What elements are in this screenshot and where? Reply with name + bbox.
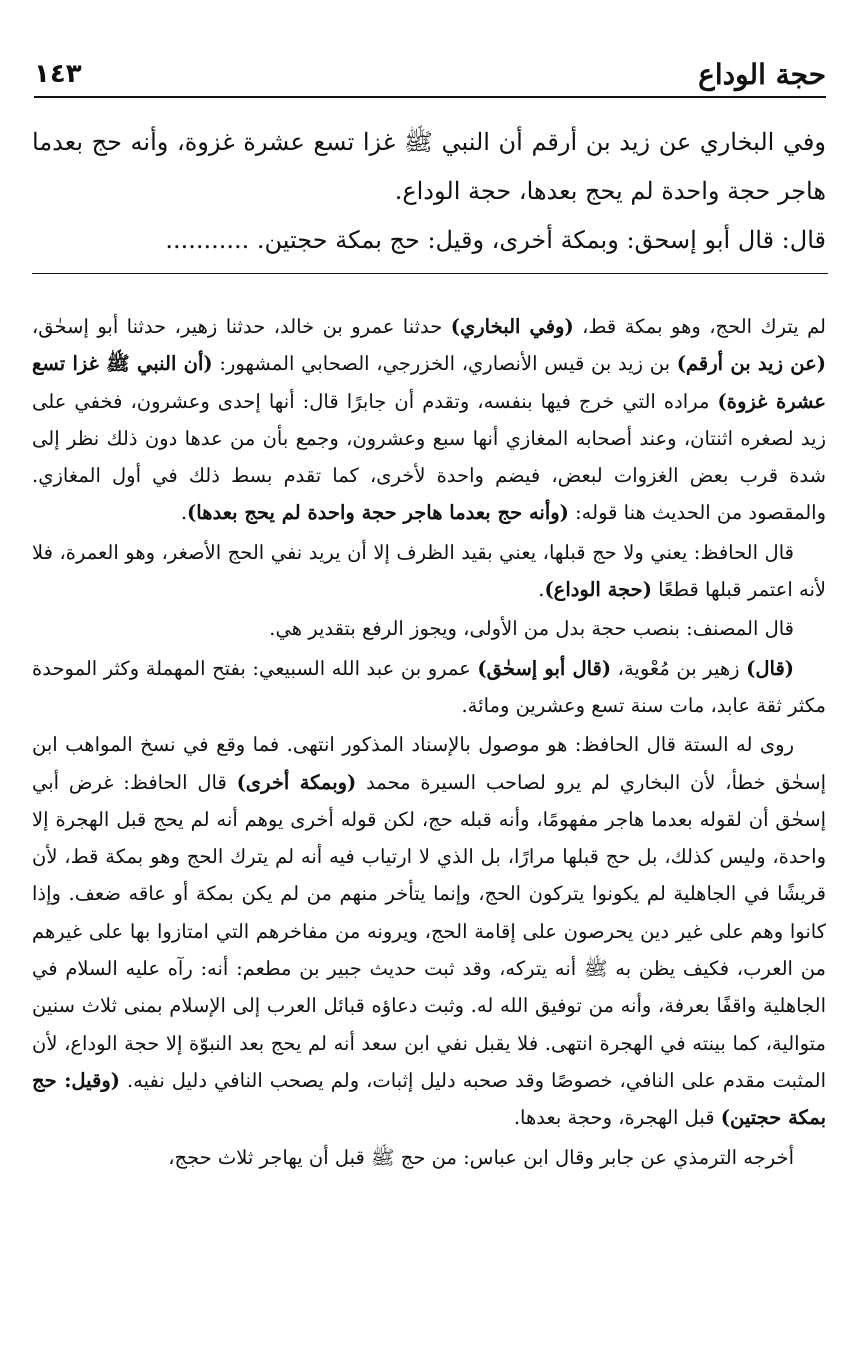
commentary-paragraph-3 bbox=[32, 610, 826, 647]
text-segment: مراده التي خرج فيها بنفسه، وتقدم أن جابرًا قال: أنها إحدى وعشرون، فخفي على زيد لصغره اثنتان، وعند أصحابه المغازي أنها سبع وعشرون، وجمع بأن من عدها دون ذلك نظر إلى شدة قرب بعض الغزوات لبعض، فيضم واحدة لأخرى، كما تقدم بسط ذلك في أول المغازي. والمقصود من الحديث هنا قوله: bbox=[32, 389, 826, 525]
running-title: حجة الوداع bbox=[698, 57, 826, 91]
bold-quote-segment: (وبمكة أخرى) bbox=[236, 770, 357, 794]
bold-quote-segment: (وأنه حج بعدما هاجر حجة واحدة لم يحج بعدها) bbox=[187, 501, 569, 525]
bold-quote-segment: (وقيل: حج بمكة حجتين) bbox=[32, 1068, 826, 1130]
main-text-line-2: قال: قال أبو إسحق: وبمكة أخرى، وقيل: حج بمكة حجتين. ........... bbox=[165, 226, 826, 254]
bold-quote-segment: (أن النبي ﷺ غزا تسع عشرة غزوة) bbox=[32, 352, 826, 413]
bold-quote-segment: (عن زيد بن أرقم) bbox=[676, 352, 826, 376]
text-segment: زهير بن مُعْوية، bbox=[611, 656, 747, 680]
page-number: ١٤٣ bbox=[34, 59, 82, 89]
text-segment: أخرجه الترمذي عن جابر وقال ابن عباس: من حج ﷺ قبل أن يهاجر ثلاث حجج، bbox=[168, 1145, 794, 1169]
bold-quote-segment: (وفي البخاري) bbox=[450, 315, 574, 338]
commentary-paragraph-6 bbox=[32, 1139, 826, 1176]
text-segment: قال الحافظ: يعني ولا حج قبلها، يعني بقيد الظرف إلا أن يريد نفي الحج الأصغر، وهو العمرة، فلا لأنه اعتمر قبلها قطعًا bbox=[32, 540, 826, 602]
main-text-line-1: وفي البخاري عن زيد بن أرقم أن النبي ﷺ غزا تسع عشرة غزوة، وأنه حج بعدما هاجر حجة واحدة لم يحج بعدها، حجة الوداع. bbox=[32, 128, 826, 205]
text-segment: قبل الهجرة، وحجة بعدها. bbox=[513, 1106, 721, 1130]
text-segment: عمرو بن عبد الله السبيعي: بفتح المهملة وكثر الموحدة مكثر ثقة عابد، مات سنة تسع وعشرين ومائة. bbox=[32, 656, 826, 717]
text-segment: روى له الستة قال الحافظ: هو موصول بالإسناد المذكور انتهى. فما وقع في نسخ المواهب ابن إسحٰق خطأ، لأن البخاري لم يرو لصاحب السيرة محمد bbox=[32, 733, 826, 794]
text-segment: بن زيد بن قيس الأنصاري، الخزرجي، الصحابي المشهور: bbox=[212, 352, 677, 376]
bold-quote-segment: (قال أبو إسحٰق) bbox=[477, 656, 612, 680]
text-segment: قال الحافظ: غرض أبي إسحٰق أن لقوله بعدما هاجر مفهومًا، وأنه قبله حج، لكن قوله أخرى يوهم أنه لم يحج قبل الهجرة إلا واحدة، وليس كذلك، بل حج قبلها مرارًا، بل الذي لا ارتياب فيه أنه لم يترك الحج وهو بمكة قط، لأن قريشًا في الجاهلية لم يكونوا يتركون الحج، وإنما يتأخر منهم من لم يكن بمكة أو عاقه ضعف. وإذا كانوا وهم على غير دين يحرصون على إقامة الحج، ويرونه من مفاخرهم التي امتازوا بها على غيرهم من العرب، فكيف يظن به ﷺ أنه يتركه، وقد ثبت حديث جبير بن مطعم: أنه: رآه عليه السلام في الجاهلية واقفًا بعرفة، وأنه من توفيق الله له. وثبت دعاؤه قبائل العرب إلى الإسلام بمنى ثلاث سنين متوالية، كما بينته في الهجرة انتهى. فلا يقبل نفي ابن سعد أنه لم يحج بعد النبوّة إلا حجة الوداع، لأن المثبت مقدم على النافي، خصوصًا وقد صحبه دليل إثبات، ولم يصحب النافي دليل نفيه. bbox=[32, 770, 826, 1092]
commentary-paragraph-4 bbox=[32, 650, 826, 725]
text-segment: . bbox=[538, 578, 545, 602]
commentary-paragraph-5 bbox=[32, 726, 826, 1136]
bold-quote-segment: (حجة الوداع) bbox=[544, 578, 652, 602]
page-header bbox=[34, 52, 826, 98]
text-segment: حدثنا عمرو بن خالد، حدثنا زهير، حدثنا أبو إسحٰق، bbox=[32, 315, 451, 338]
bold-quote-segment: (قال) bbox=[746, 656, 794, 680]
text-segment: لم يترك الحج، وهو بمكة قط، bbox=[573, 315, 826, 338]
text-segment: قال المصنف: بنصب حجة بدل من الأولى، ويجوز الرفع بتقدير هي. bbox=[269, 617, 794, 641]
main-text bbox=[32, 118, 826, 265]
commentary-text bbox=[32, 308, 826, 1176]
text-segment: . bbox=[180, 501, 188, 525]
footnote-divider bbox=[32, 273, 828, 274]
commentary-paragraph-1 bbox=[32, 308, 826, 532]
commentary-paragraph-2 bbox=[32, 534, 826, 609]
